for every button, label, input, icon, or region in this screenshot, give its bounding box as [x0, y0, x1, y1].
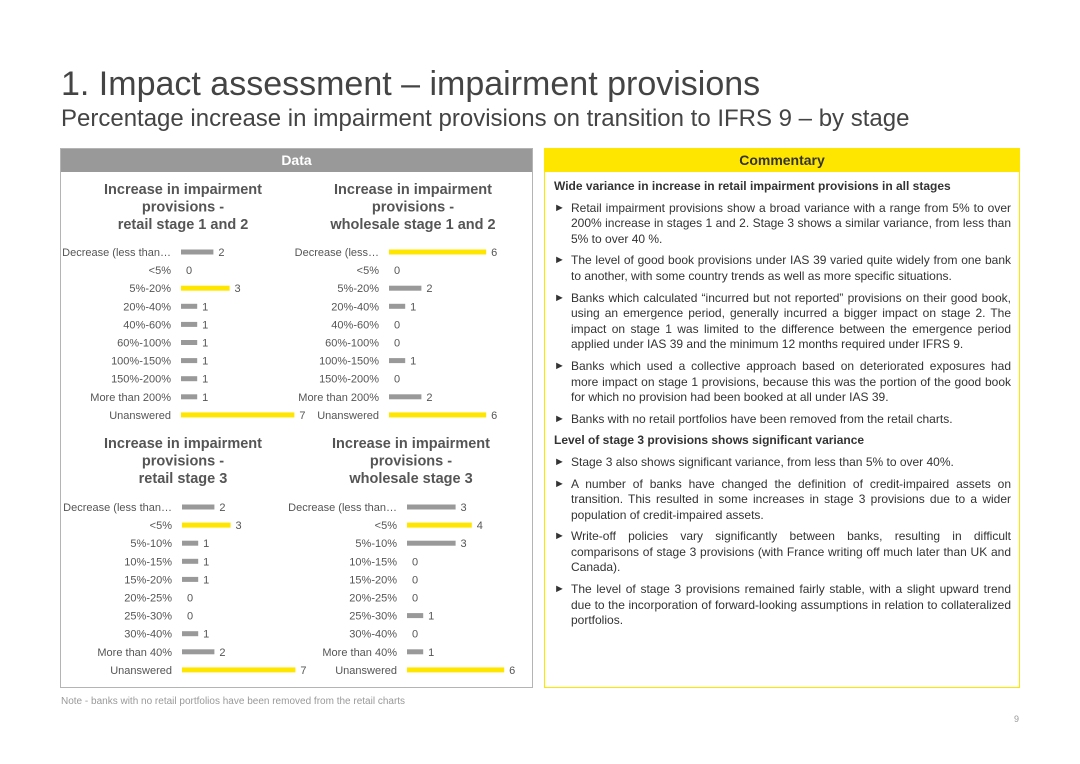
chart-category-label: 5%-10% — [130, 538, 172, 551]
chart-category-label: 150%-200% — [319, 373, 379, 386]
chart-bar — [182, 631, 198, 636]
commentary-item — [554, 529, 1011, 576]
arrow-icon: ► — [554, 583, 565, 596]
chart-title-line: provisions - — [371, 199, 455, 216]
chart-category-label: 40%-60% — [331, 319, 379, 332]
page-number: 9 — [1014, 714, 1020, 724]
chart-category-label: Unanswered — [110, 664, 172, 677]
chart-category-label: Decrease (less than… — [63, 502, 172, 514]
chart-data-label: 2 — [426, 391, 433, 404]
chart-data-label: 1 — [203, 556, 210, 569]
chart-category-label: 30%-40% — [124, 628, 172, 641]
chart-data-label: 1 — [202, 373, 209, 386]
chart-data-label: 1 — [202, 391, 209, 404]
chart-bar — [389, 358, 405, 363]
chart-category-label: 25%-30% — [124, 610, 172, 623]
chart-bar — [407, 667, 504, 672]
chart-bar — [389, 250, 486, 255]
chart-title-line: wholesale stage 1 and 2 — [330, 217, 496, 233]
commentary-item — [554, 359, 1011, 406]
chart-bar — [389, 304, 405, 309]
chart-category-label: 5%-20% — [129, 283, 171, 296]
commentary-item — [554, 291, 1011, 353]
chart-data-label: 1 — [202, 355, 209, 368]
commentary-item-text: The level of good book provisions under IAS 39 varied quite widely from one bank to another, with some country trends as well as more specific situations. — [571, 253, 1011, 283]
chart-data-label: 1 — [410, 301, 417, 314]
chart-category-label: 10%-15% — [124, 556, 172, 569]
chart-category-label: Decrease (less… — [294, 247, 379, 259]
chart-data-label: 1 — [410, 355, 417, 368]
commentary-item — [554, 412, 1011, 428]
chart-category-label: 20%-40% — [123, 301, 171, 314]
chart-data-label: 1 — [202, 301, 209, 314]
chart-bar — [181, 394, 197, 399]
chart-bar — [182, 577, 198, 582]
chart-bar — [181, 340, 197, 345]
chart-category-label: More than 40% — [97, 646, 172, 659]
chart-data-label: 0 — [411, 556, 419, 569]
commentary-panel — [544, 148, 1020, 688]
chart-data-label: 1 — [428, 610, 435, 623]
chart-data-label: 3 — [460, 538, 467, 551]
chart-category-label: 150%-200% — [111, 373, 171, 386]
chart-title-line: retail stage 1 and 2 — [117, 217, 249, 233]
chart-bar — [181, 250, 213, 255]
commentary-heading-retail: Wide variance in increase in retail impairment provisions in all stages — [554, 179, 951, 193]
chart-data-label: 1 — [202, 337, 209, 350]
chart-title-line: Increase in impairment — [104, 182, 262, 198]
chart-title-line: Increase in impairment — [334, 182, 492, 198]
chart-category-label: 30%-40% — [349, 628, 397, 641]
commentary-item-text: Banks which used a collective approach based on deteriorated exposures had more impact on stage 1 provisions, because this was the portion of the good book for which no provision had been booked at all under IAS 39. — [571, 358, 1011, 405]
chart-bar — [407, 523, 472, 528]
arrow-icon: ► — [554, 359, 565, 372]
chart-category-label: 15%-20% — [349, 574, 397, 587]
chart-title-line: wholesale stage 3 — [349, 471, 473, 487]
chart-data-label: 0 — [411, 574, 419, 587]
chart-bar — [407, 505, 456, 510]
chart-bar — [181, 322, 197, 327]
chart-data-label: 0 — [186, 610, 194, 623]
arrow-icon: ► — [554, 201, 565, 214]
arrow-icon: ► — [554, 530, 565, 543]
chart-bar — [182, 505, 214, 510]
chart-data-label: 6 — [491, 409, 498, 422]
chart-data-label: 7 — [299, 409, 306, 422]
commentary-item-text: Retail impairment provisions show a broad variance with a range from 5% to over 200% increase in stages 1 and 2. Stage 3 shows a similar variance, from less than 5% to over 40 %. — [571, 200, 1011, 246]
commentary-item-text: Banks with no retail portfolios have been removed from the retail charts. — [571, 411, 953, 426]
chart-title-line: Increase in impairment — [332, 436, 490, 452]
chart-data-label: 1 — [202, 319, 209, 332]
chart-category-label: <5% — [148, 265, 171, 278]
chart-category-label: Unanswered — [335, 664, 397, 677]
chart-data-label: 0 — [411, 628, 419, 641]
chart-category-label: 25%-30% — [349, 610, 397, 623]
commentary-item-text: The level of stage 3 provisions remained fairly stable, with a slight upward trend due to the incorporation of forward-looking assumptions in relation to collateralized portfolios. — [571, 582, 1011, 628]
chart-data-label: 1 — [203, 628, 210, 641]
chart-data-label: 4 — [476, 520, 483, 533]
chart-data-label: 3 — [460, 502, 467, 514]
chart-data-label: 3 — [235, 520, 242, 533]
footnote: Note - banks with no retail portfolios have been removed from the retail charts — [61, 696, 406, 707]
chart-data-label: 6 — [491, 247, 498, 259]
arrow-icon: ► — [554, 412, 565, 425]
chart-data-label: 0 — [393, 265, 401, 278]
chart-data-label: 2 — [219, 502, 226, 514]
chart-title-line: provisions - — [141, 199, 225, 216]
commentary-item-text: Stage 3 also shows significant variance, from less than 5% to over 40%. — [571, 454, 954, 469]
commentary-header: Commentary — [545, 149, 1019, 172]
chart-data-label: 0 — [393, 373, 401, 386]
chart-category-label: 20%-25% — [124, 592, 172, 605]
chart-data-label: 1 — [428, 646, 435, 659]
chart-category-label: 40%-60% — [123, 319, 171, 332]
chart-data-label: 0 — [185, 265, 193, 278]
chart-category-label: <5% — [149, 520, 172, 533]
chart-data-label: 0 — [186, 592, 194, 605]
chart-category-label: More than 200% — [298, 391, 379, 404]
chart-title-line: provisions - — [369, 453, 453, 470]
chart-bar — [181, 376, 197, 381]
chart-bar — [182, 523, 231, 528]
chart-bar — [389, 394, 421, 399]
chart-bar — [181, 304, 197, 309]
commentary-item-text: Banks which calculated “incurred but not reported” provisions on their good book, using an emergence period, generally incurred a bigger impact on stage 2. The impact on stage 1 was limited to the difference between the emergence period applied under IAS 39 and the minimum 12 months required under IFRS 9. — [571, 290, 1011, 352]
chart-category-label: 5%-10% — [355, 538, 397, 551]
chart-category-label: More than 200% — [90, 391, 171, 404]
chart-data-label: 0 — [411, 592, 419, 605]
arrow-icon: ► — [554, 254, 565, 267]
chart-data-label: 0 — [393, 337, 401, 350]
chart-data-label: 7 — [300, 664, 307, 677]
commentary-item — [554, 477, 1011, 524]
chart-data-label: 0 — [393, 319, 401, 332]
commentary-item — [554, 253, 1011, 284]
chart-bar — [407, 613, 423, 618]
chart-category-label: Decrease (less than… — [288, 502, 397, 514]
chart-category-label: Unanswered — [317, 409, 379, 422]
chart-data-label: 2 — [218, 247, 225, 259]
chart-title-line: Increase in impairment — [104, 436, 262, 452]
chart-data-label: 3 — [234, 283, 241, 296]
page-subtitle: Percentage increase in impairment provisions on transition to IFRS 9 – by stage — [61, 105, 910, 132]
arrow-icon: ► — [554, 291, 565, 304]
chart-bar — [182, 541, 198, 546]
chart-title-line: retail stage 3 — [138, 471, 228, 487]
commentary-item — [554, 582, 1011, 629]
chart-bar — [182, 649, 214, 654]
commentary-item-text: Write-off policies vary significantly between banks, resulting in difficult comparisons of stage 3 provisions (with France writing off much later than UK and Canada). — [571, 529, 1011, 575]
chart-category-label: <5% — [356, 265, 379, 278]
chart-bar — [181, 358, 197, 363]
chart-category-label: 100%-150% — [319, 355, 379, 368]
page-title: 1. Impact assessment – impairment provisions — [61, 65, 761, 103]
chart-title-line: provisions - — [141, 453, 225, 470]
chart-bar — [182, 559, 198, 564]
chart-data-label: 1 — [203, 538, 210, 551]
chart-category-label: 100%-150% — [111, 355, 171, 368]
chart-category-label: 15%-20% — [124, 574, 172, 587]
chart-category-label: Decrease (less than… — [62, 247, 171, 259]
chart-category-label: 60%-100% — [117, 337, 171, 350]
commentary-item-text: A number of banks have changed the definition of credit-impaired assets on transition. This resulted in some increases in stage 3 provisions due to a wider population of credit-impaired assets. — [571, 476, 1011, 522]
chart-category-label: 10%-15% — [349, 556, 397, 569]
chart-data-label: 6 — [509, 664, 516, 677]
chart-bar — [389, 286, 421, 291]
arrow-icon: ► — [554, 455, 565, 468]
chart-data-label: 2 — [219, 646, 226, 659]
arrow-icon: ► — [554, 477, 565, 490]
chart-bar — [181, 412, 294, 417]
data-panel-header: Data — [61, 149, 532, 172]
chart-bar — [389, 412, 486, 417]
commentary-heading-stage3: Level of stage 3 provisions shows significant variance — [554, 433, 865, 448]
chart-category-label: Unanswered — [109, 409, 171, 422]
commentary-item — [554, 201, 1011, 248]
chart-bar — [182, 667, 295, 672]
chart-bar — [181, 286, 230, 291]
chart-category-label: 20%-25% — [349, 592, 397, 605]
chart-data-label: 1 — [203, 574, 210, 587]
chart-bar — [407, 541, 456, 546]
chart-category-label: 20%-40% — [331, 301, 379, 314]
chart-bar — [407, 649, 423, 654]
chart-category-label: 60%-100% — [325, 337, 379, 350]
chart-category-label: More than 40% — [322, 646, 397, 659]
chart-data-label: 2 — [426, 283, 433, 296]
commentary-item — [554, 455, 1011, 471]
chart-category-label: <5% — [374, 520, 397, 533]
chart-category-label: 5%-20% — [337, 283, 379, 296]
